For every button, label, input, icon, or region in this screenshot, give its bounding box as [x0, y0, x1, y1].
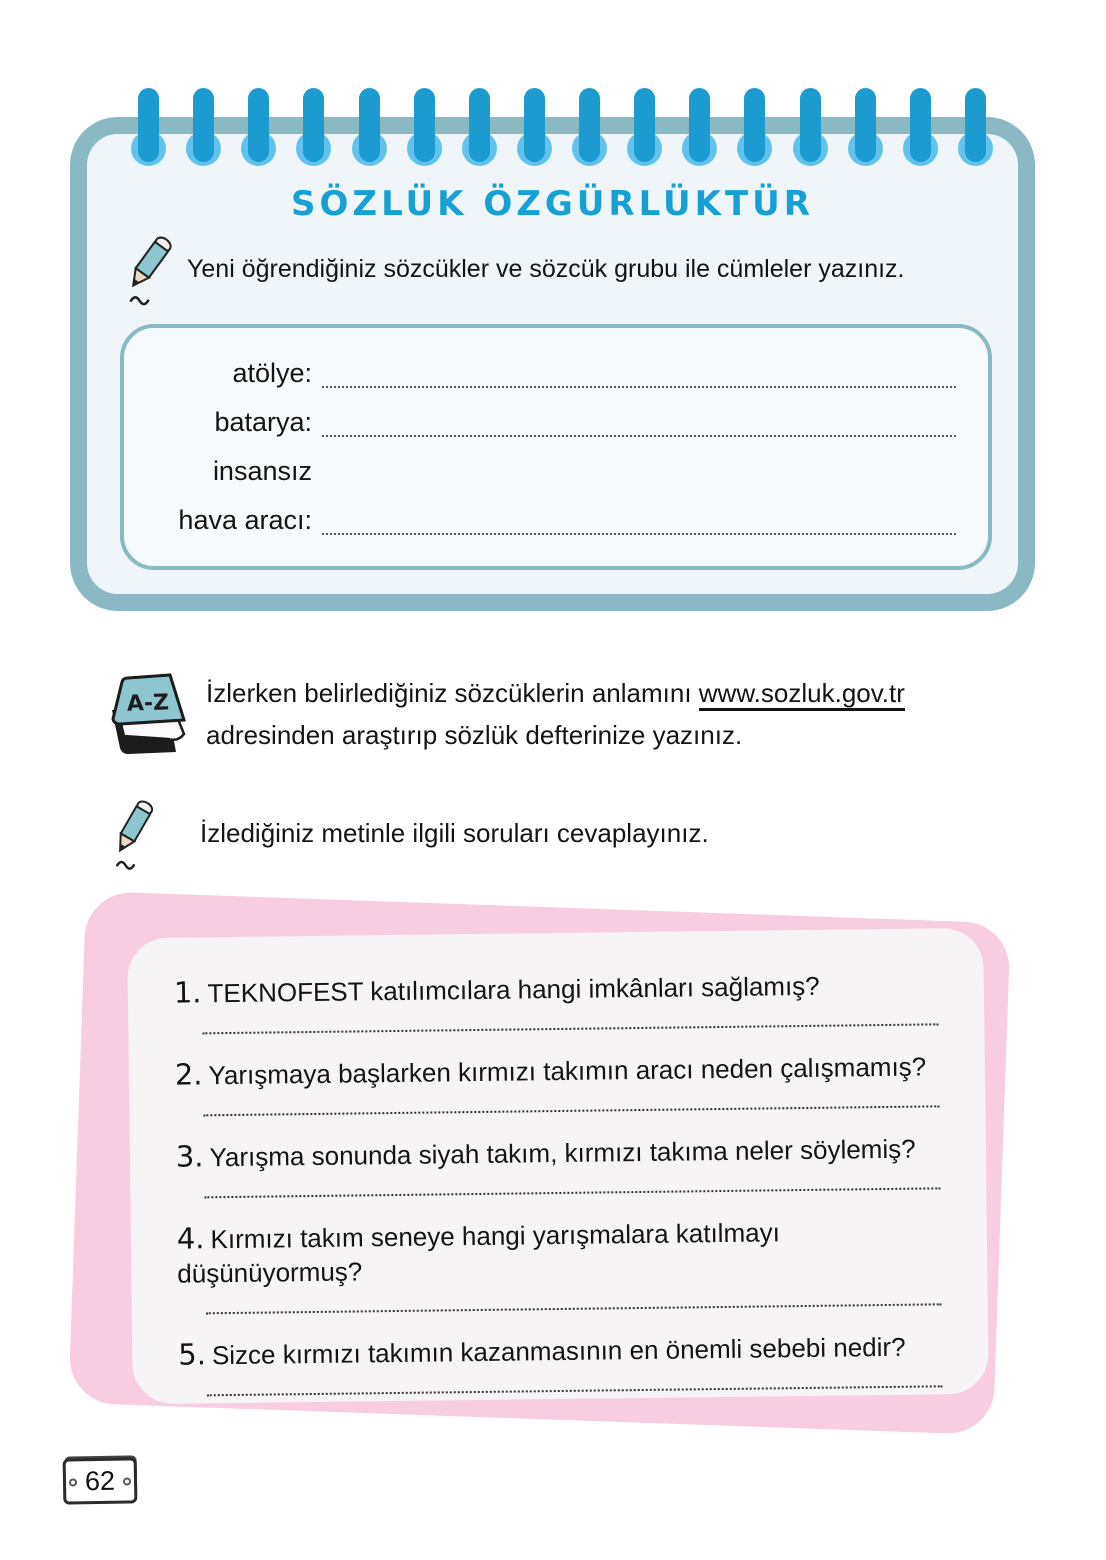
spiral-pin — [744, 88, 765, 162]
field-row-batarya — [124, 407, 956, 437]
questions-box — [127, 928, 989, 1404]
screw-icon — [123, 1477, 131, 1485]
question-2 — [175, 1048, 939, 1092]
question-1 — [174, 966, 938, 1010]
dictionary-task-row — [98, 672, 958, 762]
page-number: 62 — [84, 1465, 116, 1496]
question-3-text: Yarışma sonunda siyah takım, kırmızı takıma neler söylemiş? — [209, 1133, 916, 1173]
question-1-number: 1. — [173, 975, 202, 1010]
question-4 — [177, 1212, 942, 1290]
field-row-hava-araci — [124, 505, 956, 535]
questions-panel — [75, 895, 1010, 1440]
spiral-pin — [248, 88, 269, 162]
page-title: SÖZLÜK ÖZGÜRLÜKTÜR — [291, 184, 814, 224]
question-3-number: 3. — [175, 1139, 204, 1174]
spiral-pin — [524, 88, 545, 162]
field-label-hava-araci: hava aracı: — [178, 505, 312, 535]
spiral-pin — [579, 88, 600, 162]
field-label-atolye: atölye: — [232, 358, 312, 388]
question-5-number: 5. — [178, 1337, 207, 1372]
field-label-batarya: batarya: — [214, 407, 312, 437]
dictionary-icon — [98, 672, 190, 762]
spiral-pin — [965, 88, 986, 162]
spiral-pin — [800, 88, 821, 162]
question-3-answer-line[interactable] — [204, 1186, 940, 1198]
page-number-tag — [63, 1457, 138, 1504]
notebook-card — [70, 117, 1035, 611]
questions-instruction-text: İzlediğiniz metinle ilgili soruları cevaplayınız. — [200, 817, 709, 848]
question-2-text: Yarışmaya başlarken kırmızı takımın aracı neden çalışmamış? — [208, 1051, 927, 1091]
question-1-text: TEKNOFEST katılımcılara hangi imkânları sağlamış? — [207, 970, 820, 1009]
spiral-pin — [634, 88, 655, 162]
field-label-insansiz: insansız — [212, 456, 312, 486]
vocabulary-instruction-text: Yeni öğrendiğiniz sözcükler ve sözcük grubu ile cümleler yazınız. — [187, 254, 905, 283]
question-2-number: 2. — [174, 1057, 203, 1092]
field-answer-line-hava-araci[interactable] — [322, 509, 956, 535]
dictionary-task-text — [206, 672, 958, 756]
spiral-pin — [689, 88, 710, 162]
field-answer-line-atolye[interactable] — [322, 362, 956, 388]
question-3 — [176, 1130, 940, 1174]
spiral-pin — [414, 88, 435, 162]
spiral-pin — [193, 88, 214, 162]
vocabulary-instruction-row — [119, 228, 992, 310]
pencil-icon — [119, 228, 179, 310]
dictionary-icon-label: A-Z — [126, 690, 170, 717]
dictionary-text-before: İzlerken belirlediğiniz sözcüklerin anlamını — [206, 678, 699, 708]
dictionary-text-after: adresinden araştırıp sözlük defterinize yazınız. — [206, 720, 743, 750]
spiral-pin — [359, 88, 380, 162]
dictionary-link[interactable]: www.sozluk.gov.tr — [699, 678, 905, 711]
spiral-pin — [910, 88, 931, 162]
question-4-answer-line[interactable] — [206, 1302, 942, 1314]
question-4-text: Kırmızı takım seneye hangi yarışmalara katılmayı düşünüyormuş? — [177, 1217, 780, 1289]
spiral-pin — [469, 88, 490, 162]
screw-icon — [69, 1478, 77, 1486]
question-2-answer-line[interactable] — [203, 1104, 939, 1116]
question-5 — [178, 1328, 942, 1372]
spiral-pin — [138, 88, 159, 162]
spiral-pin — [303, 88, 324, 162]
field-answer-line-batarya[interactable] — [322, 411, 956, 437]
spiral-binding — [138, 88, 986, 168]
question-5-text: Sizce kırmızı takımın kazanmasının en önemli sebebi nedir? — [211, 1331, 906, 1371]
field-row-atolye — [124, 358, 956, 388]
vocabulary-fields-box — [120, 324, 992, 570]
field-row-insansiz — [124, 456, 956, 486]
questions-instruction-row — [104, 793, 964, 873]
spiral-pin — [855, 88, 876, 162]
pencil-icon — [104, 793, 162, 873]
question-5-answer-line[interactable] — [207, 1384, 943, 1396]
question-4-number: 4. — [176, 1221, 205, 1256]
question-1-answer-line[interactable] — [202, 1022, 938, 1034]
